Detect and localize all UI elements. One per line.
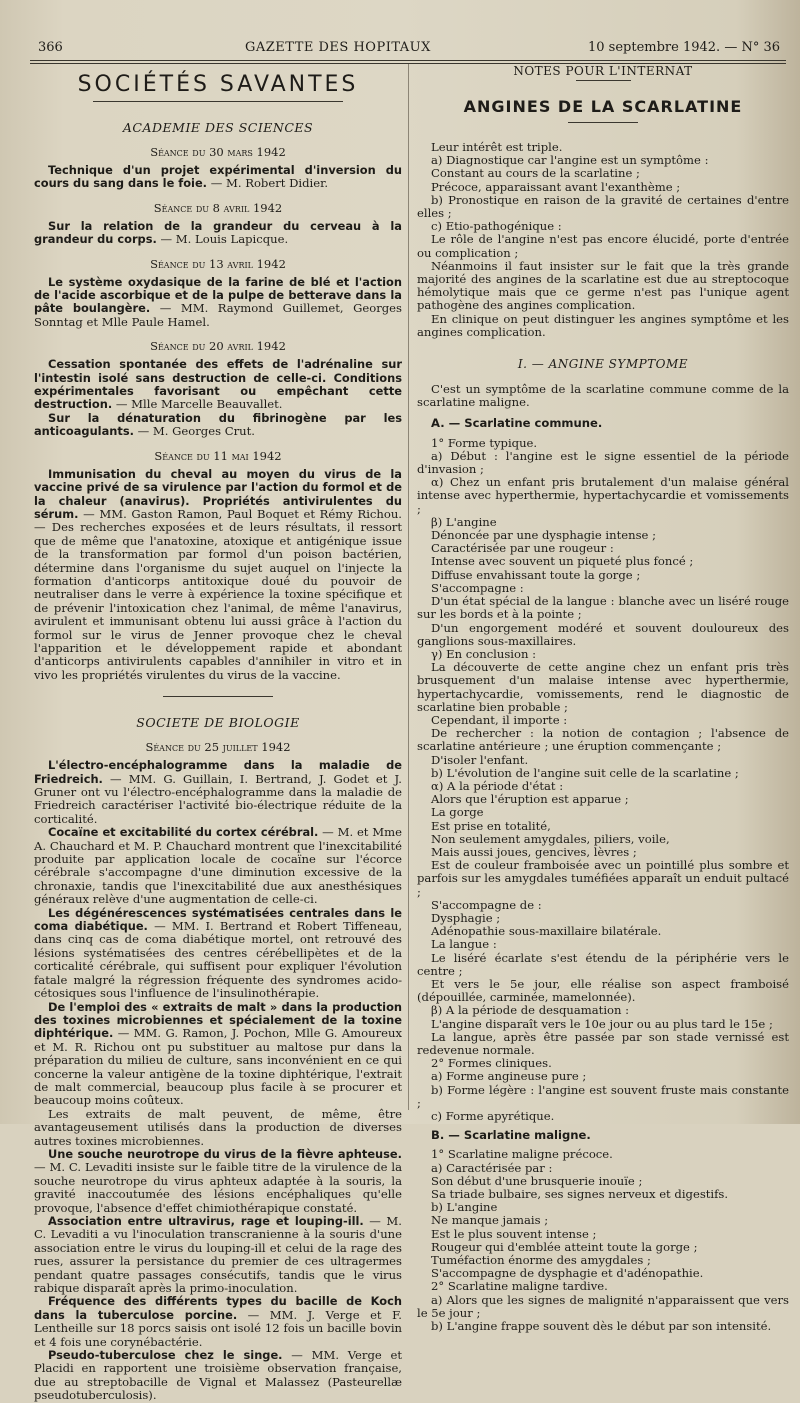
section-title: SOCIÉTÉS SAVANTES: [77, 72, 359, 97]
biologie-heading: SOCIETE DE BIOLOGIE: [136, 715, 300, 731]
outline-line: La découverte de cette angine chez un enfant pris très brusquement d'un malaise intense avec hyperthermie, hypertachycardie, vomissements, rend le diagnostic de scarlatine bien probable ;: [417, 660, 789, 714]
outline-line: Son début d'une brusquerie inouïe ;: [431, 1173, 643, 1188]
outline-line: α) A la période d'état :: [431, 778, 564, 793]
abstract-text: — M. Robert Didier.: [207, 176, 329, 191]
notes-rule: [576, 80, 631, 81]
notes-section-title: NOTES POUR L'INTERNAT: [513, 64, 693, 78]
outline-line: c) Forme apyrétique.: [431, 1109, 555, 1124]
outline-line: S'accompagne de :: [431, 897, 542, 912]
outline-line: 2° Scarlatine maligne tardive.: [431, 1279, 608, 1294]
abstract-text: — MM. Raymond Guillemet, Georges Sonntag et Mlle Paule Hamel.: [34, 301, 402, 329]
abstract-title: Technique d'un projet expérimental d'inversion du cours du sang dans le foie.: [34, 163, 402, 191]
abstract-title: Cocaïne et excitabilité du cortex cérébral.: [48, 825, 319, 840]
abstract-entry: [34, 412, 402, 439]
outline-line: Dysphagie ;: [431, 910, 501, 925]
outline-line: Est de couleur framboisée avec un pointillé plus sombre et parfois sur les amygdales tuméfiées apparaît un enduit pultacé ;: [417, 858, 789, 899]
outline-line: La gorge: [431, 805, 484, 820]
abstract-text: Les extraits de malt peuvent, de même, être avantageusement utilisés dans la production de diverses autres toxines microbiennes.: [34, 1106, 402, 1148]
scarlatine-commune-lines: [417, 437, 789, 1124]
page-number: 366: [38, 40, 63, 55]
abstract-entry: [34, 826, 402, 906]
outline-line: D'un engorgement modéré et souvent douloureux des ganglions sous-maxillaires.: [417, 620, 789, 648]
abstract-entry: [34, 358, 402, 412]
abstract-text: — MM. G. Guillain, I. Bertrand, J. Godet et J. Gruner ont vu l'électro-encéphalogramme dans la maladie de Friedreich caractériser l'activité bio-électrique réduite de la corticalité.: [34, 771, 402, 826]
biologie-seance: Séance du 25 juillet 1942: [145, 740, 291, 755]
outline-line: b) Forme légère : l'angine est souvent fruste mais constante ;: [417, 1082, 789, 1110]
abstract-text: — M. et Mme A. Chauchard et M. P. Chauchard montrent que l'inexcitabilité produite par application locale de cocaïne sur l'écorce cérébrale s'accompagne d'une diminution excessive de la chronaxie, tandis que l'inexcitabilité due aux anesthésiques généraux relève d'une augmentation de celle-ci.: [34, 825, 403, 907]
outline-line: 2° Formes cliniques.: [431, 1056, 552, 1071]
outline-line: Sa triade bulbaire, ses signes nerveux et digestifs.: [431, 1187, 729, 1202]
title-rule: [93, 101, 343, 102]
outline-line: Diffuse envahissant toute la gorge ;: [431, 567, 641, 582]
abstract-title: Sur la dénaturation du fibrinogène par les anticoagulants.: [34, 410, 402, 439]
abstract-title: Sur la relation de la grandeur du cerveau à la grandeur du corps.: [34, 218, 402, 247]
scarlatine-maligne-heading: B. — Scarlatine maligne.: [431, 1128, 591, 1143]
seance-date: Séance du 8 avril 1942: [153, 200, 283, 215]
issue-date: 10 septembre 1942. — N° 36: [588, 40, 780, 55]
intro-line: c) Etio-pathogénique :: [431, 219, 562, 234]
abstract-entry: [34, 1295, 402, 1349]
seance-date: Séance du 13 avril 1942: [150, 256, 286, 271]
column-divider: [408, 64, 409, 1110]
part1-intro: C'est un symptôme de la scarlatine commune comme de la scarlatine maligne.: [417, 382, 789, 410]
abstract-entry: [34, 907, 402, 1001]
abstract-entry: [34, 759, 402, 826]
scarlatine-commune-heading: A. — Scarlatine commune.: [431, 416, 603, 431]
abstract-title: De l'emploi des « extraits de malt » dans la production des toxines microbiennes et spécialement de la toxine diphtérique.: [34, 999, 402, 1041]
abstract-title: Fréquence des différents types du bacille de Koch dans la tuberculose porcine.: [34, 1294, 402, 1322]
outline-line: β) L'angine: [431, 514, 497, 529]
abstract-text: — MM. I. Bertrand et Robert Tiffeneau, dans cinq cas de coma diabétique mortel, ont retrouvé des lésions systématisées des centres cérébellipètes et de la corticalité cérébrale, qui suffisent pour expliquer l'évolution fatale malgré la régression fréquente des syndromes acido-cétosiques sous l'influence de l'insulinothérapie.: [34, 919, 403, 1001]
outline-line: Caractérisée par une rougeur :: [431, 541, 614, 556]
scarlatine-maligne-lines: [417, 1148, 789, 1333]
outline-line: La langue, après être passée par son stade vernissé est redevenue normale.: [417, 1029, 789, 1057]
outline-line: Rougeur qui d'emblée atteint toute la gorge ;: [431, 1239, 698, 1254]
article-intro: [417, 141, 789, 339]
outline-line: Est prise en totalité,: [431, 818, 551, 833]
outline-line: β) A la période de desquamation :: [431, 1003, 630, 1018]
intro-line: b) Pronostique en raison de la gravité de certaines d'entre elles ;: [417, 192, 789, 221]
abstract-entry: [34, 1349, 402, 1403]
outline-line: S'accompagne :: [431, 580, 524, 595]
outline-line: Et vers le 5e jour, elle réalise son aspect framboisé (dépouillée, carminée, mamelonnée).: [417, 976, 789, 1005]
outline-line: a) Caractérisée par :: [431, 1160, 553, 1175]
abstract-entry: [34, 1215, 402, 1295]
separator-rule: [163, 696, 273, 697]
outline-line: D'isoler l'enfant.: [431, 752, 529, 767]
abstract-text: — MM. Verge et Placidi en rapportent une troisième observation française, due au streptobacille de Vignal et Malassez (Pasteurellæ pseudotuberculosis).: [34, 1348, 402, 1403]
intro-line: Leur intérêt est triple.: [431, 140, 563, 154]
outline-line: b) L'angine frappe souvent dès le début par son intensité.: [431, 1319, 772, 1334]
biologie-entries: [34, 759, 402, 1403]
abstract-title: Pseudo-tuberculose chez le singe.: [48, 1348, 283, 1363]
outline-line: Est le plus souvent intense ;: [431, 1226, 597, 1241]
outline-line: a) Forme angineuse pure ;: [431, 1069, 587, 1084]
abstract-text: — MM. J. Verge et F. Lentheille sur 18 porcs saisis ont isolé 12 fois un bacille bovin et 4 fois une corynébactérie.: [34, 1307, 402, 1349]
abstract-entry: [34, 1108, 402, 1148]
left-column: [34, 64, 403, 1403]
abstract-title: Une souche neurotrope du virus de la fièvre aphteuse.: [48, 1146, 402, 1161]
outline-line: Ne manque jamais ;: [431, 1213, 549, 1228]
abstract-text: — M. C. Levaditi a vu l'inoculation transcranienne à la souris d'une association entre le virus du louping-ill et celui de la rage des rues, assurer la persistance du premier de ces ultragermes pendant quatre passages consécutifs, tandis que le virus rabique disparaît après la primo-inoculation.: [34, 1214, 402, 1296]
abstract-title: Cessation spontanée des effets de l'adrénaline sur l'intestin isolé sans destruction de celle-ci. Conditions expérimentales favorisant ou empêchant cette destruction.: [34, 357, 402, 412]
abstract-entry: [34, 1148, 402, 1215]
abstract-entry: [34, 468, 402, 683]
academie-heading: ACADEMIE DES SCIENCES: [122, 120, 314, 135]
header-rule: [30, 60, 786, 61]
right-column: [417, 64, 789, 1334]
outline-line: a) Alors que les signes de malignité n'apparaissent que vers le 5e jour ;: [417, 1292, 789, 1320]
outline-line: Intense avec souvent un piqueté plus foncé ;: [431, 554, 694, 569]
abstract-text: — Mlle Marcelle Beauvallet.: [112, 397, 283, 412]
abstract-title: L'électro-encéphalogramme dans la maladie de Friedreich.: [34, 758, 402, 786]
outline-line: 1° Forme typique.: [431, 435, 538, 450]
outline-line: S'accompagne de dysphagie et d'adénopathie.: [431, 1266, 704, 1281]
outline-line: 1° Scarlatine maligne précoce.: [431, 1147, 613, 1162]
page-header: [30, 38, 786, 60]
outline-line: De rechercher : la notion de contagion ; l'absence de scarlatine antérieure ; une éruption commençante ;: [417, 726, 789, 754]
article-title-rule: [568, 122, 638, 123]
abstract-entry: [34, 276, 402, 330]
abstract-text: — M. C. Levaditi insiste sur le faible titre de la virulence de la souche neurotrope du virus aphteux adaptée à la souris, la gravité inaccoutumée des lésions encéphaliques qu'elle provoque, l'absence d'effet chimiothérapique constaté.: [34, 1160, 402, 1215]
article-title: ANGINES DE LA SCARLATINE: [463, 97, 743, 116]
outline-line: Adénopathie sous-maxillaire bilatérale.: [431, 924, 662, 939]
part1-heading: I. — ANGINE SYMPTOME: [517, 357, 689, 372]
seance-date: Séance du 20 avril 1942: [150, 339, 286, 354]
journal-name: GAZETTE DES HOPITAUX: [245, 40, 431, 55]
academie-entries: [34, 145, 402, 682]
seance-date: Séance du 11 mai 1942: [154, 448, 282, 463]
outline-line: Mais aussi joues, gencives, lèvres ;: [431, 844, 637, 859]
outline-line: D'un état spécial de la langue : blanche avec un liséré rouge sur les bords et à la pointe ;: [417, 594, 789, 622]
intro-line: a) Diagnostique car l'angine est un symptôme :: [431, 153, 709, 168]
intro-line: Néanmoins il faut insister sur le fait que la très grande majorité des angines de la scarlatine est due au streptocoque hémolytique mais que ce germe n'est pas l'unique agent pathogène des angines complication.: [417, 258, 789, 313]
abstract-text: — M. Georges Crut.: [133, 424, 255, 439]
outline-line: Cependant, il importe :: [431, 712, 568, 727]
outline-line: La langue :: [431, 937, 497, 952]
abstract-entry: [34, 220, 402, 247]
abstract-title: Le système oxydasique de la farine de blé et l'action de l'acide ascorbique et de la pulpe de betterave dans la pâte boulangère.: [34, 274, 402, 316]
abstract-title: Les dégénérescences systématisées centrales dans le coma diabétique.: [34, 905, 402, 934]
intro-line: Précoce, apparaissant avant l'exanthème ;: [431, 179, 681, 194]
outline-line: γ) En conclusion :: [431, 646, 537, 661]
abstract-title: Association entre ultravirus, rage et louping-ill.: [48, 1214, 364, 1228]
seance-date: Séance du 30 mars 1942: [150, 145, 286, 159]
outline-line: Dénoncée par une dysphagie intense ;: [431, 528, 656, 543]
intro-line: En clinique on peut distinguer les angines symptôme et les angines complication.: [417, 311, 789, 339]
outline-line: L'angine disparaît vers le 10e jour ou au plus tard le 15e ;: [431, 1016, 773, 1031]
outline-line: b) L'évolution de l'angine suit celle de la scarlatine ;: [431, 765, 739, 780]
abstract-text: — MM. G. Ramon, J. Pochon, Mlle G. Amoureux et M. R. Richou ont pu substituer au maltose pur dans la préparation du milieu de culture, sans inconvénient en ce qui concerne la valeur antigène de la toxine diphtérique, l'extrait de malt commercial, beaucoup plus facile à se procurer et beaucoup moins coûteux.: [34, 1026, 402, 1108]
outline-line: a) Début : l'angine est le signe essentiel de la période d'invasion ;: [417, 448, 789, 477]
intro-line: Le rôle de l'angine n'est pas encore élucidé, porte d'entrée ou complication ;: [417, 232, 789, 260]
intro-line: Constant au cours de la scarlatine ;: [431, 166, 640, 181]
abstract-text: — M. Louis Lapicque.: [156, 232, 289, 247]
abstract-entry: [34, 164, 402, 191]
abstract-text: — MM. Gaston Ramon, Paul Boquet et Rémy Richou. — Des recherches exposées et de leurs résultats, il ressort que de même que l'anatoxine, atoxique et antigénique issue de la transformation par formol d'un poison bactérien, détermine dans l'organisme du sujet auquel on l'injecte la formation d'anticorps antitoxique doué du pouvoir de neutraliser dans le verre à expérience la toxine spécifique et de prévenir l'intoxication chez l'animal, de même l'anavirus, avirulent et immunisant obtenu lui aussi grâce à l'action du formol sur le virus de Jenner provoque chez le cheval l'apparition et le développement rapide et abondant d'anticorps antivirulents capables d'annihiler in vitro et in vivo les propriétés virulentes du virus de la vaccine.: [34, 506, 402, 682]
abstract-entry: [34, 1001, 402, 1108]
outline-line: Le liséré écarlate s'est étendu de la périphérie vers le centre ;: [417, 950, 789, 978]
outline-line: Alors que l'éruption est apparue ;: [431, 792, 629, 807]
outline-line: α) Chez un enfant pris brutalement d'un malaise général intense avec hyperthermie, hypertachycardie et vomissements ;: [417, 475, 789, 516]
abstract-title: Immunisation du cheval au moyen du virus de la vaccine privé de sa virulence par l'action du formol et de la chaleur (anavirus). Propriétés antivirulentes du sérum.: [34, 466, 402, 521]
outline-line: Tuméfaction énorme des amygdales ;: [431, 1253, 651, 1268]
outline-line: b) L'angine: [431, 1200, 498, 1215]
outline-line: Non seulement amygdales, piliers, voile,: [431, 831, 670, 846]
